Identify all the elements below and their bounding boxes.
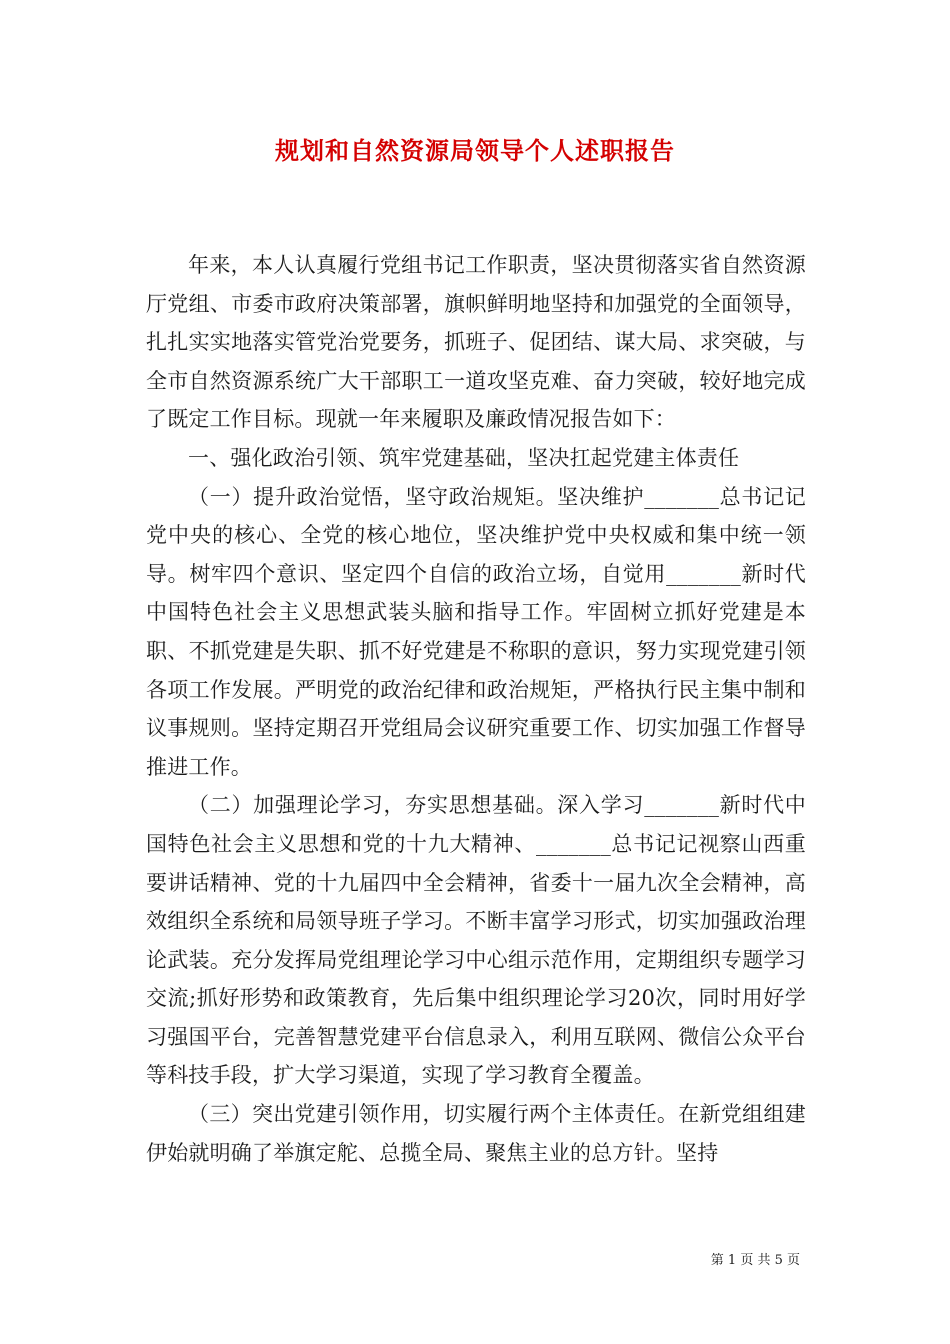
page-number-footer: 第 1 页 共 5 页 bbox=[710, 1253, 800, 1268]
document-body bbox=[146, 246, 806, 1172]
paragraph-section-1-2: （二）加强理论学习，夯实思想基础。深入学习_______新时代中国特色社会主义思想和党的十九大精神、_______总书记记视察山西重要讲话精神、党的十九届四中全会精神，省委十一届九次全会精神，高效组织全系统和局领导班子学习。不断丰富学习形式，切实加强政治理论武装。充分发挥局党组理论学习中心组示范作用，定期组织专题学习交流;抓好形势和政策教育，先后集中组织理论学习20次，同时用好学习强国平台，完善智慧党建平台信息录入，利用互联网、微信公众平台等科技手段，扩大学习渠道，实现了学习教育全覆盖。 bbox=[146, 793, 806, 1088]
document-title: 规划和自然资源局领导个人述职报告 bbox=[275, 136, 675, 165]
paragraph-section-1-1: （一）提升政治觉悟，坚守政治规矩。坚决维护_______总书记记党中央的核心、全党的核心地位，坚决维护党中央权威和集中统一领导。树牢四个意识、坚定四个自信的政治立场，自觉用_______新时代中国特色社会主义思想武装头脑和指导工作。牢固树立抓好党建是本职、不抓党建是失职、抓不好党建是不称职的意识，努力实现党建引领各项工作发展。严明党的政治纪律和政治规矩，严格执行民主集中制和议事规则。坚持定期召开党组局会议研究重要工作、切实加强工作督导推进工作。 bbox=[146, 484, 806, 779]
paragraph-section-1-3: （三）突出党建引领作用，切实履行两个主体责任。在新党组组建伊始就明确了举旗定舵、总揽全局、聚焦主业的总方针。坚持 bbox=[146, 1102, 806, 1165]
section-heading-1: 一、强化政治引领、筑牢党建基础，坚决扛起党建主体责任 bbox=[188, 445, 740, 470]
paragraph-intro: 年来，本人认真履行党组书记工作职责，坚决贯彻落实省自然资源厅党组、市委市政府决策部署，旗帜鲜明地坚持和加强党的全面领导，扎扎实实地落实管党治党要务，抓班子、促团结、谋大局、求突破，与全市自然资源系统广大干部职工一道攻坚克难、奋力突破，较好地完成了既定工作目标。现就一年来履职及廉政情况报告如下： bbox=[146, 253, 806, 432]
